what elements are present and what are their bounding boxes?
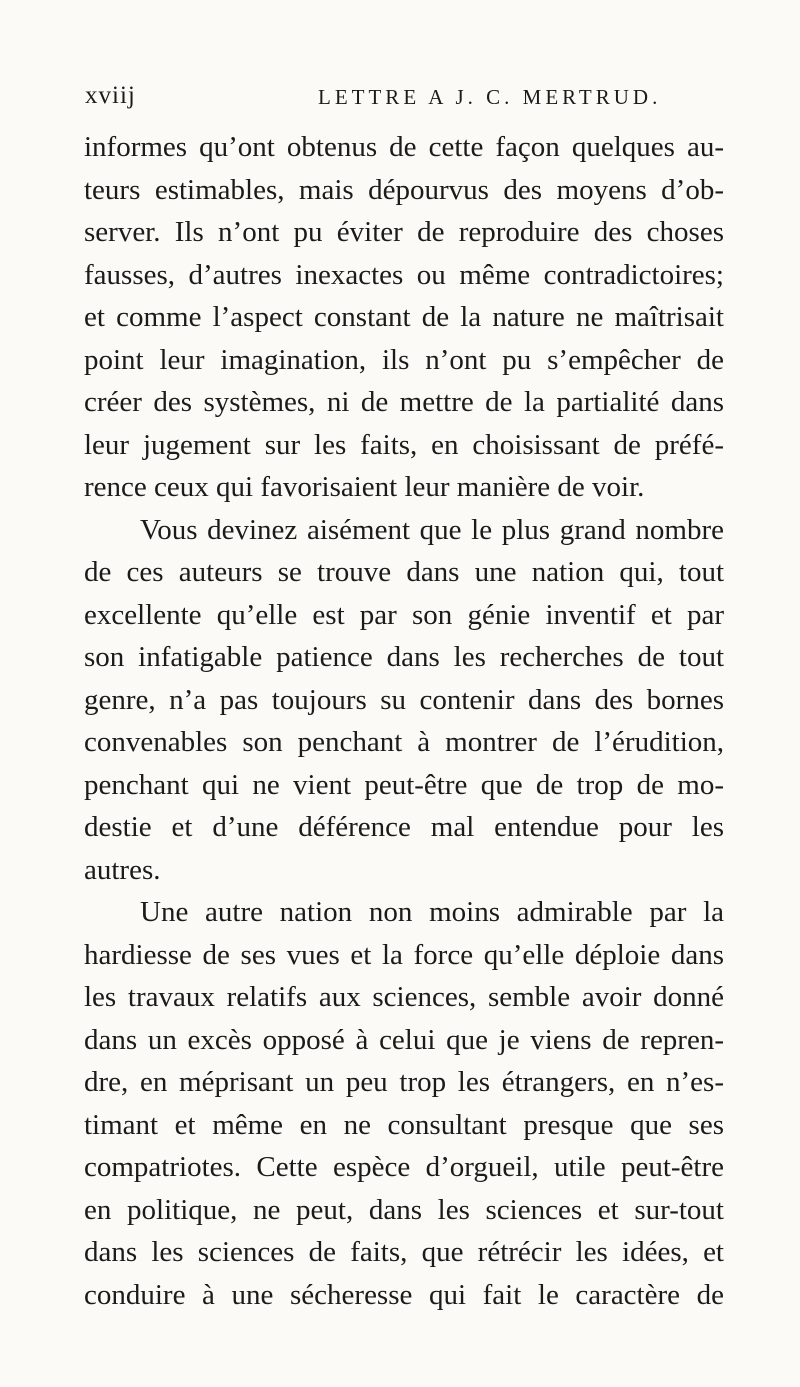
text-line: rence ceux qui favorisaient leur manière de voir. <box>84 471 645 503</box>
text-line: dre, en méprisant un peu trop les étrangers, en n’es- <box>84 1066 724 1098</box>
text-line: server. Ils n’ont pu éviter de reproduire des choses <box>84 216 724 248</box>
text-line: destie et d’une déférence mal entendue pour les <box>84 811 724 843</box>
text-line: créer des systèmes, ni de mettre de la partialité dans <box>84 386 724 418</box>
text-line: Vous devinez aisément que le plus grand nombre <box>140 513 724 546</box>
running-title: LETTRE A J. C. MERTRUD. <box>318 85 662 109</box>
page-number: xviij <box>85 82 136 109</box>
text-line: teurs estimables, mais dépourvus des moyens d’ob- <box>84 173 724 206</box>
text-line: conduire à une sécheresse qui fait le caractère de <box>84 1278 724 1311</box>
text-line: leur jugement sur les faits, en choisissant de préfé- <box>84 428 724 461</box>
running-head <box>85 82 725 116</box>
text-line: timant et même en ne consultant presque que ses <box>84 1108 724 1141</box>
text-line: Une autre nation non moins admirable par la <box>140 896 724 928</box>
text-line: hardiesse de ses vues et la force qu’elle déploie dans <box>84 938 724 971</box>
text-line: genre, n’a pas toujours su contenir dans des bornes <box>84 683 724 716</box>
text-line: point leur imagination, ils n’ont pu s’empêcher de <box>84 343 724 376</box>
text-line: fausses, d’autres inexactes ou même contradictoires; <box>84 258 724 291</box>
text-line: penchant qui ne vient peut-être que de trop de mo- <box>84 768 724 801</box>
text-line: son infatigable patience dans les recherches de tout <box>84 641 724 673</box>
text-line: les travaux relatifs aux sciences, semble avoir donné <box>84 981 724 1013</box>
text-line: dans les sciences de faits, que rétrécir les idées, et <box>84 1236 724 1268</box>
text-line: de ces auteurs se trouve dans une nation qui, tout <box>84 556 724 588</box>
text-line: et comme l’aspect constant de la nature ne maîtrisait <box>84 301 724 333</box>
text-line: informes qu’ont obtenus de cette façon quelques au- <box>84 131 724 163</box>
text-line: dans un excès opposé à celui que je viens de repren- <box>84 1023 724 1056</box>
text-line: excellente qu’elle est par son génie inventif et par <box>84 598 724 631</box>
text-line: en politique, ne peut, dans les sciences et sur-tout <box>84 1193 724 1226</box>
text-line: compatriotes. Cette espèce d’orgueil, utile peut-être <box>84 1151 724 1183</box>
text-line: autres. <box>84 853 161 886</box>
text-line: convenables son penchant à montrer de l’érudition, <box>84 726 724 758</box>
body-text <box>84 126 724 1316</box>
